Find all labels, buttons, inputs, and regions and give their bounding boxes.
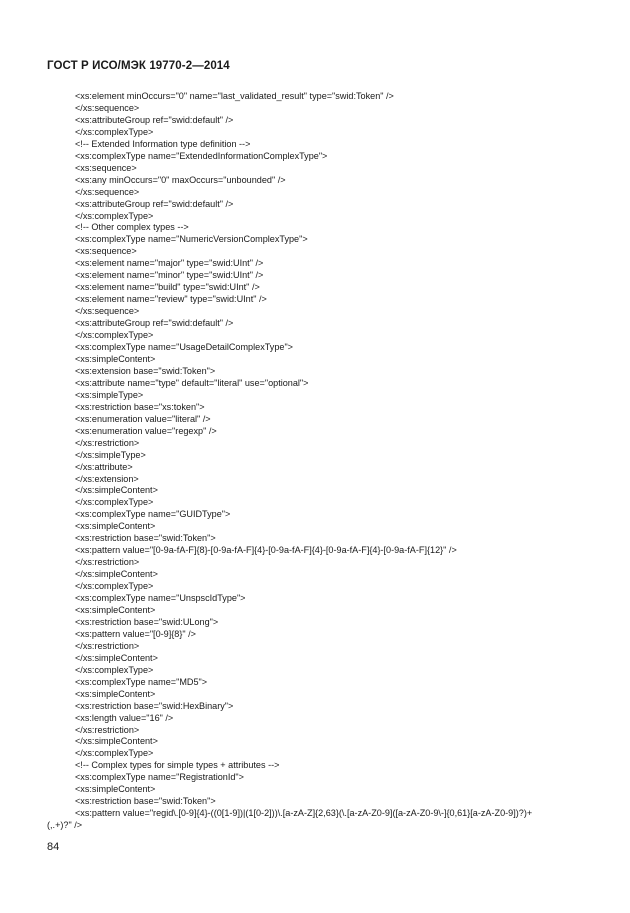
code-line: </xs:restriction> [75,557,140,568]
code-line: </xs:sequence> [75,102,140,113]
code-line: <xs:restriction base="xs:token"> [75,401,205,412]
code-line: <!-- Extended Information type definition --> [75,138,251,149]
code-line: <xs:pattern value="regid\.[0-9]{4}-((0[1-9])|(1[0-2]))\.[a-zA-Z]{2,63}(\.[a-zA-Z0-9]([a-zA-Z0-9\-]{0,61}[a-zA-Z0-9])?)+(,.+)?" /> [47,808,533,831]
code-line: <xs:complexType name="UsageDetailComplexType"> [75,342,293,353]
code-line: </xs:restriction> [75,437,140,448]
code-line: </xs:complexType> [75,497,154,508]
code-line: </xs:attribute> [75,461,133,472]
code-line: <xs:complexType name="MD5"> [75,676,208,687]
code-line: <xs:pattern value="[0-9]{8}" /> [75,628,196,639]
code-line: </xs:simpleContent> [75,569,158,580]
code-line: </xs:complexType> [75,664,154,675]
code-line: <xs:complexType name="ExtendedInformationComplexType"> [75,150,328,161]
code-line: <xs:attributeGroup ref="swid:default" /> [75,114,234,125]
code-line: <xs:element name="minor" type="swid:UInt" /> [75,270,264,281]
code-line: </xs:complexType> [75,748,154,759]
code-line: <!-- Complex types for simple types + attributes --> [75,760,280,771]
code-line: <xs:element name="build" type="swid:UInt" /> [75,282,260,293]
page-number: 84 [47,841,60,853]
code-line: <xs:element name="major" type="swid:UInt" /> [75,258,264,269]
code-line: </xs:simpleType> [75,449,146,460]
code-line: <xs:restriction base="swid:HexBinary"> [75,700,234,711]
code-line: </xs:simpleContent> [75,485,158,496]
code-line: <!-- Other complex types --> [75,222,189,233]
code-line: <xs:simpleContent> [75,353,156,364]
code-line: </xs:extension> [75,473,139,484]
code-line: </xs:complexType> [75,581,154,592]
document-header: ГОСТ Р ИСО/МЭК 19770-2—2014 [47,60,230,72]
code-line: </xs:sequence> [75,306,140,317]
code-line: </xs:restriction> [75,724,140,735]
code-line: <xs:simpleContent> [75,521,156,532]
code-line: <xs:sequence> [75,162,137,173]
code-line: <xs:restriction base="swid:Token"> [75,796,216,807]
code-line: <xs:simpleContent> [75,784,156,795]
code-line: <xs:any minOccurs="0" maxOccurs="unbounded" /> [75,174,286,185]
code-line: </xs:sequence> [75,186,140,197]
code-line: </xs:restriction> [75,640,140,651]
code-line: <xs:length value="16" /> [75,712,174,723]
code-line: <xs:complexType name="GUIDType"> [75,509,231,520]
code-line: </xs:complexType> [75,210,154,221]
code-line: <xs:simpleType> [75,389,144,400]
code-line: <xs:attribute name="type" default="literal" use="optional"> [75,377,309,388]
code-line: <xs:attributeGroup ref="swid:default" /> [75,198,234,209]
code-line: <xs:enumeration value="literal" /> [75,413,211,424]
code-line: <xs:sequence> [75,246,137,257]
code-line: </xs:simpleContent> [75,652,158,663]
code-line: <xs:pattern value="[0-9a-fA-F]{8}-[0-9a-fA-F]{4}-[0-9a-fA-F]{4}-[0-9a-fA-F]{4}-[0-9a-fA-F]{12}" /> [75,545,457,556]
code-line: <xs:simpleContent> [75,604,156,615]
xml-schema-code-block [47,91,547,832]
code-line: <xs:complexType name="RegistrationId"> [75,772,244,783]
code-line: </xs:simpleContent> [75,736,158,747]
code-line: <xs:restriction base="swid:Token"> [75,533,216,544]
code-line: <xs:element name="review" type="swid:UInt" /> [75,294,267,305]
code-line: <xs:simpleContent> [75,688,156,699]
code-line: <xs:restriction base="swid:ULong"> [75,616,219,627]
code-line: <xs:attributeGroup ref="swid:default" /> [75,318,234,329]
code-line: </xs:complexType> [75,126,154,137]
code-line: </xs:complexType> [75,330,154,341]
code-line: <xs:extension base="swid:Token"> [75,365,216,376]
code-line: <xs:complexType name="UnspscIdType"> [75,593,246,604]
code-line: <xs:enumeration value="regexp" /> [75,425,217,436]
code-line: <xs:element minOccurs="0" name="last_validated_result" type="swid:Token" /> [75,91,394,101]
code-line: <xs:complexType name="NumericVersionComplexType"> [75,234,308,245]
